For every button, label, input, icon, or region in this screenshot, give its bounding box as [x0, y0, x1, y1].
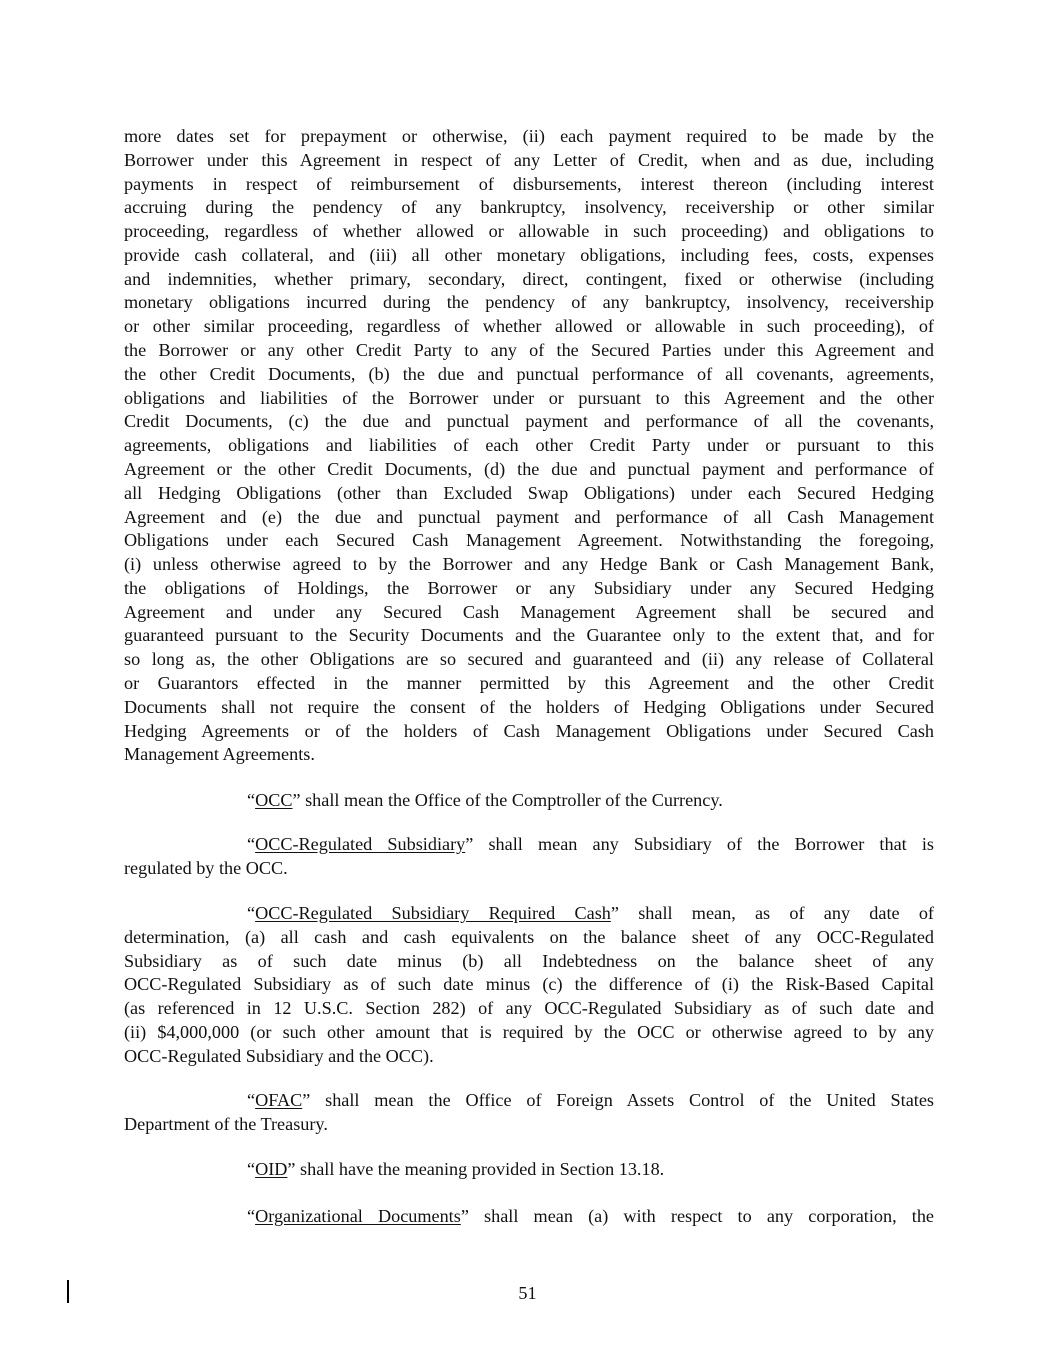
definition-line: determination, (a) all cash and cash equivalents on the balance sheet of any OCC-Regulated: [124, 927, 934, 947]
page-number: 51: [518, 1283, 537, 1303]
paragraph-line: Borrower under this Agreement in respect of any Letter of Credit, when and as due, including: [124, 150, 934, 170]
defined-term: Organizational Documents: [255, 1206, 461, 1226]
paragraph-line: or other similar proceeding, regardless of whether allowed or allowable in such proceeding), of: [124, 316, 934, 336]
paragraph-line: Agreement or the other Credit Documents, (d) the due and punctual payment and performance of: [124, 459, 934, 479]
open-quote: “: [247, 1090, 256, 1110]
definition-line: OCC-Regulated Subsidiary and the OCC).: [124, 1046, 434, 1066]
definition-occ: [247, 789, 934, 813]
close-quote: ”: [287, 1159, 296, 1179]
definition-line: [247, 833, 934, 857]
paragraph-line: provide cash collateral, and (iii) all other monetary obligations, including fees, costs, expenses: [124, 245, 934, 265]
open-quote: “: [247, 790, 256, 810]
definition-line: (as referenced in 12 U.S.C. Section 282) of any OCC-Regulated Subsidiary as of such date and: [124, 998, 934, 1018]
paragraph-line: Credit Documents, (c) the due and punctual payment and performance of all the covenants,: [124, 411, 934, 431]
definition-organizational-documents: [247, 1205, 934, 1229]
close-quote: ”: [610, 903, 619, 923]
paragraph-line: and indemnities, whether primary, secondary, direct, contingent, fixed or otherwise (including: [124, 269, 934, 289]
definition-text: shall have the meaning provided in Section 13.18.: [295, 1159, 665, 1179]
open-quote: “: [247, 903, 256, 923]
paragraph-line: the other Credit Documents, (b) the due and punctual performance of all covenants, agreements,: [124, 364, 934, 384]
definition-line: (ii) $4,000,000 (or such other amount that is required by the OCC or otherwise agreed to by any: [124, 1022, 934, 1042]
defined-term: OFAC: [255, 1090, 303, 1110]
defined-term: OCC-Regulated Subsidiary Required Cash: [255, 903, 611, 923]
definition-line: [247, 1089, 934, 1113]
paragraph-line: or Guarantors effected in the manner permitted by this Agreement and the other Credit: [124, 673, 934, 693]
paragraph-line: the Borrower or any other Credit Party to any of the Secured Parties under this Agreement and: [124, 340, 934, 360]
close-quote: ”: [292, 790, 301, 810]
definition-text: shall mean (a) with respect to any corporation, the: [468, 1206, 935, 1226]
defined-term: OCC-Regulated Subsidiary: [255, 834, 466, 854]
paragraph-line: payments in respect of reimbursement of disbursements, interest thereon (including interest: [124, 174, 934, 194]
paragraph-line: agreements, obligations and liabilities of each other Credit Party under or pursuant to this: [124, 435, 934, 455]
paragraph-line: Agreement and (e) the due and punctual payment and performance of all Cash Management: [124, 507, 934, 527]
definition-line: regulated by the OCC.: [124, 858, 288, 878]
close-quote: ”: [465, 834, 474, 854]
paragraph-line: Agreement and under any Secured Cash Management Agreement shall be secured and: [124, 602, 934, 622]
definition-text: shall mean any Subsidiary of the Borrower that is: [473, 834, 934, 854]
definition-line: Department of the Treasury.: [124, 1114, 328, 1134]
paragraph-line: guaranteed pursuant to the Security Documents and the Guarantee only to the extent that, and for: [124, 625, 934, 645]
definition-oid: [247, 1158, 934, 1182]
close-quote: ”: [460, 1206, 469, 1226]
defined-term: OCC: [255, 790, 293, 810]
definition-text: shall mean the Office of Foreign Assets Control of the United States: [310, 1090, 934, 1110]
open-quote: “: [247, 834, 256, 854]
paragraph-line: proceeding, regardless of whether allowed or allowable in such proceeding) and obligations to: [124, 221, 934, 241]
definition-text: shall mean the Office of the Comptroller of the Currency.: [300, 790, 723, 810]
paragraph-line: Documents shall not require the consent of the holders of Hedging Obligations under Secured: [124, 697, 934, 717]
paragraph-line: more dates set for prepayment or otherwise, (ii) each payment required to be made by the: [124, 126, 934, 146]
paragraph-line: the obligations of Holdings, the Borrower or any Subsidiary under any Secured Hedging: [124, 578, 934, 598]
paragraph-line: Management Agreements.: [124, 744, 315, 764]
open-quote: “: [247, 1206, 256, 1226]
definition-line: [247, 902, 934, 926]
paragraph-line: monetary obligations incurred during the pendency of any bankruptcy, insolvency, receivership: [124, 292, 934, 312]
definition-line: OCC-Regulated Subsidiary as of such date minus (c) the difference of (i) the Risk-Based Capital: [124, 974, 934, 994]
paragraph-line: obligations and liabilities of the Borrower under or pursuant to this Agreement and the other: [124, 388, 934, 408]
paragraph-line: Hedging Agreements or of the holders of Cash Management Obligations under Secured Cash: [124, 721, 934, 741]
definition-line: Subsidiary as of such date minus (b) all Indebtedness on the balance sheet of any: [124, 951, 934, 971]
close-quote: ”: [302, 1090, 311, 1110]
paragraph-line: so long as, the other Obligations are so secured and guaranteed and (ii) any release of Collateral: [124, 649, 934, 669]
paragraph-line: (i) unless otherwise agreed to by the Borrower and any Hedge Bank or Cash Management Bank,: [124, 554, 934, 574]
defined-term: OID: [255, 1159, 288, 1179]
paragraph-line: Obligations under each Secured Cash Management Agreement. Notwithstanding the foregoing,: [124, 530, 934, 550]
paragraph-line: accruing during the pendency of any bankruptcy, insolvency, receivership or other similar: [124, 197, 934, 217]
paragraph-line: all Hedging Obligations (other than Excluded Swap Obligations) under each Secured Hedging: [124, 483, 934, 503]
definition-text: shall mean, as of any date of: [618, 903, 934, 923]
open-quote: “: [247, 1159, 256, 1179]
